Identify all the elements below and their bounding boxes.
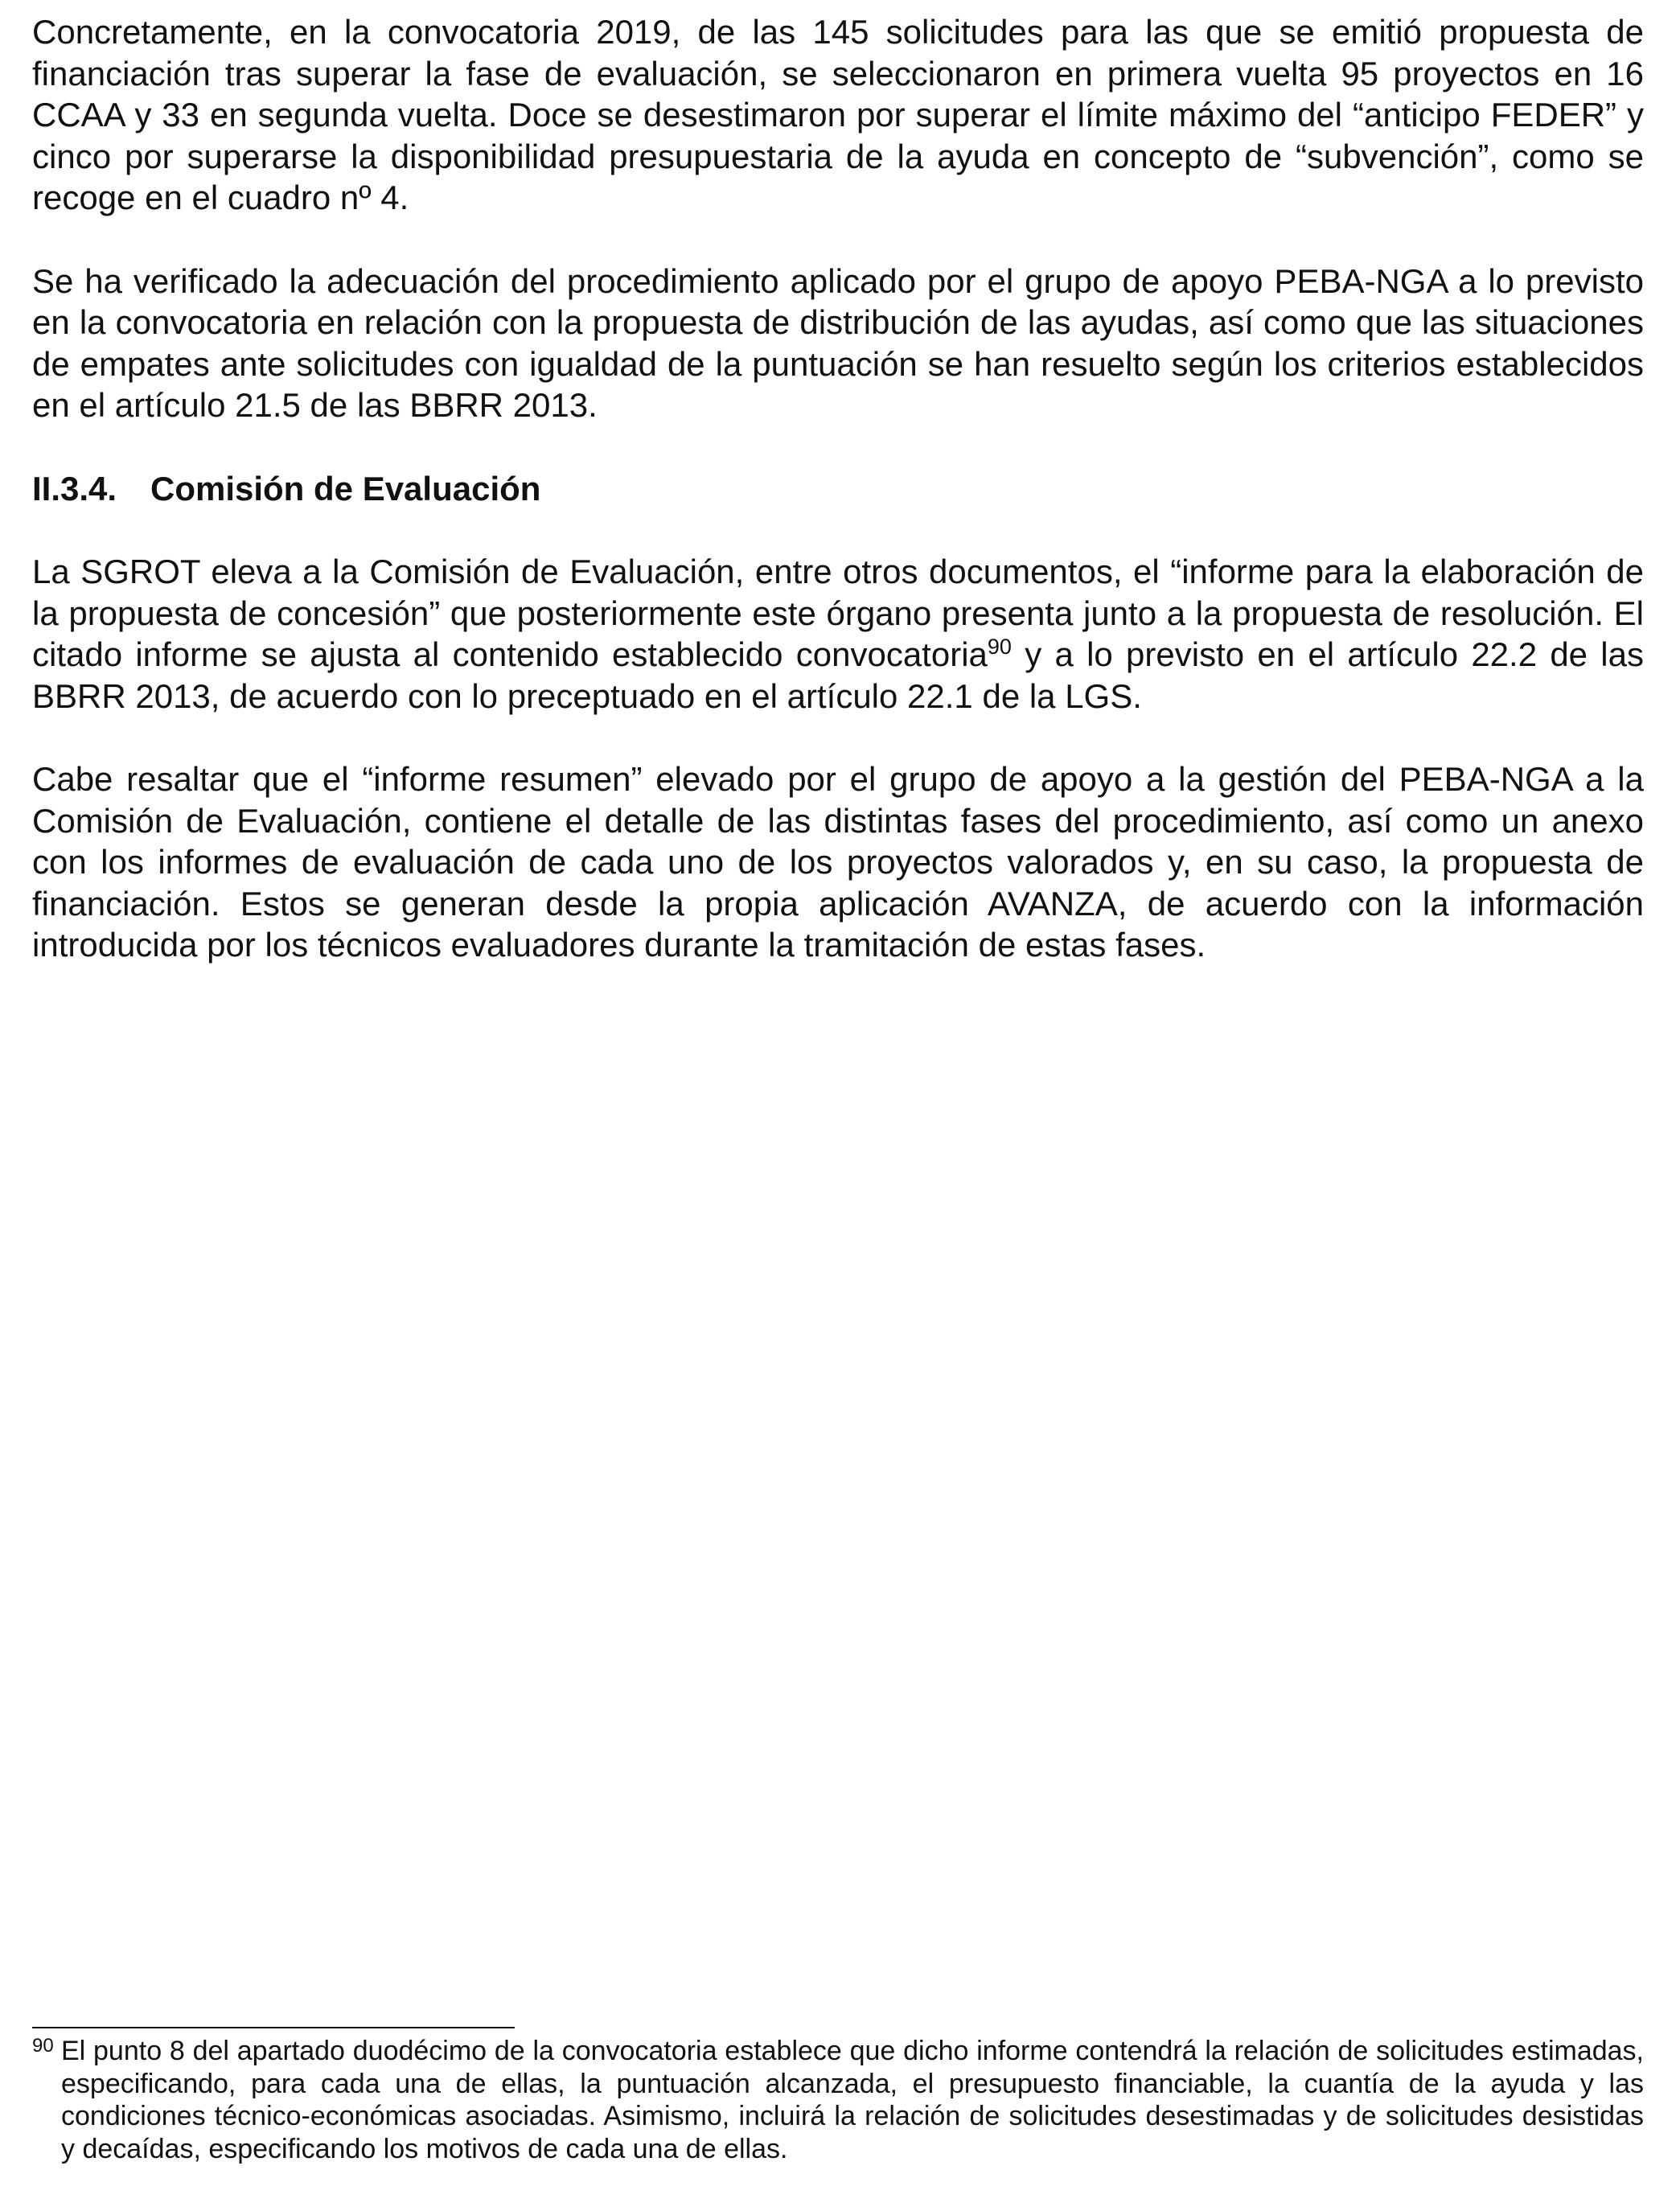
paragraph-informe-resumen: Cabe resaltar que el “informe resumen” elevado por el grupo de apoyo a la gestión del PEBA-NGA a la Comisión de Evaluación, contiene el detalle de las distintas fases del procedimiento, así como un anexo con los informes de evaluación de cada uno de los proyectos valorados y, en su caso, la propuesta de financiación. Estos se generan desde la propia aplicación AVANZA, de acuerdo con la información introducida por los técnicos evaluadores durante la tramitación de estas fases. xyxy=(32,760,1644,964)
paragraph-verificacion-procedimiento: Se ha verificado la adecuación del procedimiento aplicado por el grupo de apoyo PEBA-NGA a lo previsto en la convocatoria en relación con la propuesta de distribución de las ayudas, así como que las situaciones de empates ante solicitudes con igualdad de la puntuación se han resuelto según los criterios establecidos en el artículo 21.5 de las BBRR 2013. xyxy=(32,261,1644,424)
section-heading xyxy=(32,468,1644,510)
footnote-divider xyxy=(32,2027,515,2028)
paragraph-sgrot-informe xyxy=(32,551,1644,717)
document-page xyxy=(32,11,1644,1008)
paragraph-sgrot-text-before: La SGROT eleva a la Comisión de Evaluación, entre otros documentos, el “informe para la elaboración de la propuesta de concesión” que posteriormente este órgano presenta junto a la propuesta de resolución. El citado informe se ajusta al contenido establecido convocatoria xyxy=(32,553,1644,673)
footnote xyxy=(32,2035,1644,2165)
footnote-mark: 90 xyxy=(32,2035,54,2057)
paragraph-convocatoria-2019: Concretamente, en la convocatoria 2019, de las 145 solicitudes para las que se emitió propuesta de financiación tras superar la fase de evaluación, se seleccionaron en primera vuelta 95 proyectos en 16 CCAA y 33 en segunda vuelta. Doce se desestimaron por superar el límite máximo del “anticipo FEDER” y cinco por superarse la disponibilidad presupuestaria de la ayuda en concepto de “subvención”, como se recoge en el cuadro nº 4. xyxy=(32,13,1644,216)
section-number: II.3.4. xyxy=(32,469,117,508)
footnote-text: El punto 8 del apartado duodécimo de la convocatoria establece que dicho informe contendrá la relación de solicitudes estimadas, especificando, para cada una de ellas, la puntuación alcanzada, el presupuesto financiable, la cuantía de la ayuda y las condiciones técnico-económicas asociadas. Asimismo, incluirá la relación de solicitudes desestimadas y de solicitudes desistidas y decaídas, especificando los motivos de cada una de ellas. xyxy=(61,2036,1644,2164)
paragraph-sgrot-text-after: y a lo previsto en el artículo 22.2 de las BBRR 2013, de acuerdo con lo preceptuado en el artículo 22.1 de la LGS. xyxy=(32,635,1644,715)
footnote-reference[interactable]: 90 xyxy=(987,635,1012,659)
section-title: Comisión de Evaluación xyxy=(150,469,541,508)
